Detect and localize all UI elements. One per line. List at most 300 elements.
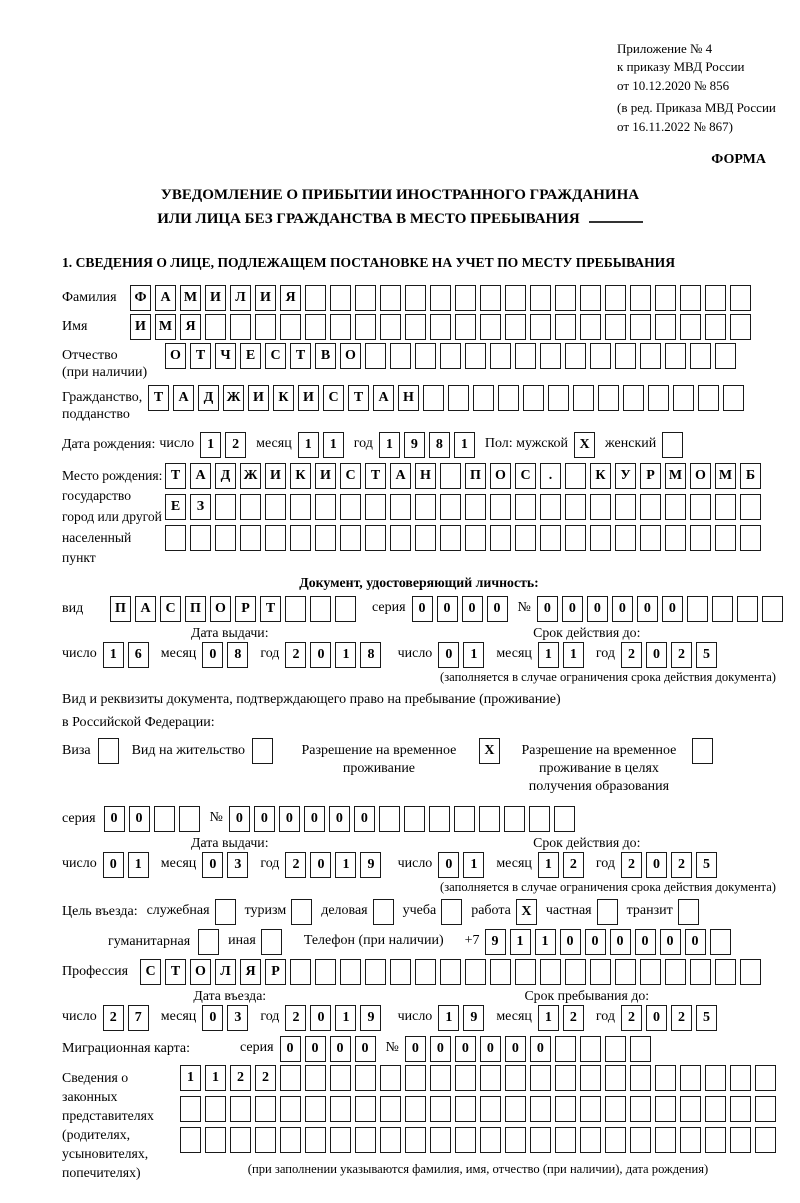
migration-series-cell[interactable]: 0 bbox=[355, 1036, 376, 1062]
birth-year-cell[interactable]: 9 bbox=[404, 432, 425, 458]
profession-cell[interactable] bbox=[365, 959, 386, 985]
citizenship-cell[interactable] bbox=[723, 385, 744, 411]
citizenship-cell[interactable] bbox=[473, 385, 494, 411]
firstname-cell[interactable] bbox=[505, 314, 526, 340]
residence-issue-month-cell[interactable]: 3 bbox=[227, 852, 248, 878]
birthplace-cell[interactable]: К bbox=[290, 463, 311, 489]
residence-doc-series-cell[interactable]: 0 bbox=[104, 806, 125, 832]
patronymic-cell[interactable] bbox=[515, 343, 536, 369]
identity-doc-number-cell[interactable] bbox=[687, 596, 708, 622]
identity-doc-number-cell[interactable]: 0 bbox=[612, 596, 633, 622]
firstname-cell[interactable] bbox=[730, 314, 751, 340]
birthplace-cell[interactable]: К bbox=[590, 463, 611, 489]
representative-cell[interactable] bbox=[655, 1065, 676, 1091]
profession-cell[interactable] bbox=[465, 959, 486, 985]
surname-cell[interactable] bbox=[380, 285, 401, 311]
birthplace-cell[interactable] bbox=[615, 525, 636, 551]
citizenship-cell[interactable]: С bbox=[323, 385, 344, 411]
identity-valid-month-cell[interactable]: 1 bbox=[538, 642, 559, 668]
residence-valid-day-cell[interactable]: 1 bbox=[463, 852, 484, 878]
birthplace-cell[interactable] bbox=[340, 525, 361, 551]
representative-cell[interactable] bbox=[705, 1096, 726, 1122]
representative-cell[interactable] bbox=[505, 1065, 526, 1091]
birthplace-cell[interactable] bbox=[365, 494, 386, 520]
stay-year-cell[interactable]: 0 bbox=[646, 1005, 667, 1031]
birthplace-cell[interactable] bbox=[240, 525, 261, 551]
identity-valid-year-cell[interactable]: 0 bbox=[646, 642, 667, 668]
patronymic-cell[interactable] bbox=[690, 343, 711, 369]
firstname-cell[interactable] bbox=[480, 314, 501, 340]
firstname-cell[interactable] bbox=[205, 314, 226, 340]
profession-cell[interactable] bbox=[415, 959, 436, 985]
citizenship-cell[interactable]: Д bbox=[198, 385, 219, 411]
birthplace-cell[interactable]: С bbox=[515, 463, 536, 489]
identity-issue-year-cell[interactable]: 0 bbox=[310, 642, 331, 668]
identity-doc-series-cell[interactable]: 0 bbox=[487, 596, 508, 622]
birthplace-cell[interactable] bbox=[615, 494, 636, 520]
residence-issue-year-cell[interactable]: 0 bbox=[310, 852, 331, 878]
birthplace-cell[interactable] bbox=[490, 494, 511, 520]
representative-cell[interactable] bbox=[180, 1096, 201, 1122]
identity-doc-type-cell[interactable]: С bbox=[160, 596, 181, 622]
representative-cell[interactable] bbox=[655, 1127, 676, 1153]
residence-doc-number-cell[interactable]: 0 bbox=[229, 806, 250, 832]
surname-cell[interactable] bbox=[580, 285, 601, 311]
birthplace-cell[interactable] bbox=[590, 525, 611, 551]
birthplace-cell[interactable] bbox=[390, 525, 411, 551]
phone-cell[interactable] bbox=[710, 929, 731, 955]
birthplace-cell[interactable] bbox=[490, 525, 511, 551]
stay-month-cell[interactable]: 1 bbox=[538, 1005, 559, 1031]
citizenship-cell[interactable]: А bbox=[373, 385, 394, 411]
birthplace-cell[interactable]: Ж bbox=[240, 463, 261, 489]
residence-doc-series-cell[interactable] bbox=[154, 806, 175, 832]
surname-cell[interactable] bbox=[305, 285, 326, 311]
residence-doc-number-cell[interactable] bbox=[529, 806, 550, 832]
birthplace-cell[interactable]: П bbox=[465, 463, 486, 489]
residence-issue-month-cell[interactable]: 0 bbox=[202, 852, 223, 878]
surname-cell[interactable]: И bbox=[255, 285, 276, 311]
birth-day-cell[interactable]: 2 bbox=[225, 432, 246, 458]
citizenship-cell[interactable]: К bbox=[273, 385, 294, 411]
firstname-cell[interactable]: М bbox=[155, 314, 176, 340]
birthplace-cell[interactable] bbox=[315, 494, 336, 520]
migration-number-cell[interactable]: 0 bbox=[430, 1036, 451, 1062]
citizenship-cell[interactable] bbox=[573, 385, 594, 411]
identity-valid-day-cell[interactable]: 1 bbox=[463, 642, 484, 668]
representative-cell[interactable] bbox=[755, 1096, 776, 1122]
migration-number-cell[interactable] bbox=[555, 1036, 576, 1062]
representative-cell[interactable]: 2 bbox=[255, 1065, 276, 1091]
profession-cell[interactable] bbox=[315, 959, 336, 985]
representative-cell[interactable] bbox=[305, 1096, 326, 1122]
residence-doc-number-cell[interactable]: 0 bbox=[279, 806, 300, 832]
surname-cell[interactable] bbox=[405, 285, 426, 311]
entry-day-cell[interactable]: 7 bbox=[128, 1005, 149, 1031]
identity-valid-year-cell[interactable]: 2 bbox=[671, 642, 692, 668]
surname-cell[interactable]: Я bbox=[280, 285, 301, 311]
firstname-cell[interactable] bbox=[280, 314, 301, 340]
firstname-cell[interactable] bbox=[555, 314, 576, 340]
firstname-cell[interactable] bbox=[405, 314, 426, 340]
migration-number-cell[interactable]: 0 bbox=[405, 1036, 426, 1062]
residence-doc-number-cell[interactable]: 0 bbox=[329, 806, 350, 832]
citizenship-cell[interactable] bbox=[598, 385, 619, 411]
representative-cell[interactable] bbox=[405, 1127, 426, 1153]
patronymic-cell[interactable] bbox=[565, 343, 586, 369]
birthplace-cell[interactable] bbox=[565, 494, 586, 520]
residence-issue-day-cell[interactable]: 1 bbox=[128, 852, 149, 878]
representative-cell[interactable] bbox=[530, 1065, 551, 1091]
representative-cell[interactable] bbox=[280, 1065, 301, 1091]
surname-cell[interactable] bbox=[430, 285, 451, 311]
residence-doc-number-cell[interactable] bbox=[379, 806, 400, 832]
profession-cell[interactable]: Л bbox=[215, 959, 236, 985]
firstname-cell[interactable] bbox=[680, 314, 701, 340]
identity-doc-type-cell[interactable] bbox=[285, 596, 306, 622]
birthplace-cell[interactable] bbox=[165, 525, 186, 551]
profession-cell[interactable] bbox=[740, 959, 761, 985]
firstname-cell[interactable] bbox=[605, 314, 626, 340]
representative-cell[interactable] bbox=[305, 1127, 326, 1153]
identity-doc-number-cell[interactable]: 0 bbox=[537, 596, 558, 622]
representative-cell[interactable] bbox=[430, 1065, 451, 1091]
representative-cell[interactable] bbox=[380, 1096, 401, 1122]
surname-cell[interactable]: М bbox=[180, 285, 201, 311]
representative-cell[interactable] bbox=[455, 1096, 476, 1122]
surname-cell[interactable]: Ф bbox=[130, 285, 151, 311]
profession-cell[interactable] bbox=[540, 959, 561, 985]
identity-doc-type-cell[interactable]: Т bbox=[260, 596, 281, 622]
entry-day-cell[interactable]: 2 bbox=[103, 1005, 124, 1031]
identity-issue-year-cell[interactable]: 8 bbox=[360, 642, 381, 668]
patronymic-cell[interactable]: О bbox=[165, 343, 186, 369]
representative-cell[interactable] bbox=[355, 1127, 376, 1153]
residence-doc-series-cell[interactable]: 0 bbox=[129, 806, 150, 832]
representative-cell[interactable] bbox=[480, 1065, 501, 1091]
identity-doc-number-cell[interactable]: 0 bbox=[637, 596, 658, 622]
profession-cell[interactable] bbox=[290, 959, 311, 985]
birthplace-cell[interactable] bbox=[690, 525, 711, 551]
phone-cell[interactable]: 9 bbox=[485, 929, 506, 955]
representative-cell[interactable] bbox=[755, 1127, 776, 1153]
birthplace-cell[interactable] bbox=[740, 525, 761, 551]
birthplace-cell[interactable] bbox=[515, 525, 536, 551]
patronymic-cell[interactable] bbox=[540, 343, 561, 369]
birthplace-cell[interactable]: И bbox=[315, 463, 336, 489]
representative-cell[interactable] bbox=[605, 1096, 626, 1122]
representative-cell[interactable] bbox=[280, 1127, 301, 1153]
representative-cell[interactable] bbox=[655, 1096, 676, 1122]
entry-month-cell[interactable]: 0 bbox=[202, 1005, 223, 1031]
checkbox-residence-permit[interactable] bbox=[252, 738, 273, 764]
birthplace-cell[interactable] bbox=[590, 494, 611, 520]
profession-cell[interactable]: Р bbox=[265, 959, 286, 985]
birthplace-cell[interactable] bbox=[315, 525, 336, 551]
profession-cell[interactable] bbox=[590, 959, 611, 985]
residence-doc-number-cell[interactable]: 0 bbox=[254, 806, 275, 832]
firstname-cell[interactable] bbox=[355, 314, 376, 340]
representative-cell[interactable] bbox=[705, 1127, 726, 1153]
migration-series-cell[interactable]: 0 bbox=[305, 1036, 326, 1062]
patronymic-cell[interactable] bbox=[715, 343, 736, 369]
birthplace-cell[interactable] bbox=[340, 494, 361, 520]
birthplace-cell[interactable] bbox=[290, 525, 311, 551]
phone-cell[interactable]: 0 bbox=[685, 929, 706, 955]
identity-doc-series-cell[interactable]: 0 bbox=[462, 596, 483, 622]
profession-cell[interactable] bbox=[640, 959, 661, 985]
stay-year-cell[interactable]: 2 bbox=[621, 1005, 642, 1031]
representative-cell[interactable] bbox=[430, 1127, 451, 1153]
patronymic-cell[interactable]: Е bbox=[240, 343, 261, 369]
birthplace-cell[interactable]: М bbox=[665, 463, 686, 489]
representative-cell[interactable] bbox=[255, 1127, 276, 1153]
firstname-cell[interactable] bbox=[255, 314, 276, 340]
surname-cell[interactable] bbox=[705, 285, 726, 311]
firstname-cell[interactable] bbox=[455, 314, 476, 340]
identity-doc-number-cell[interactable] bbox=[737, 596, 758, 622]
birthplace-cell[interactable]: Н bbox=[415, 463, 436, 489]
patronymic-cell[interactable] bbox=[615, 343, 636, 369]
citizenship-cell[interactable]: Т bbox=[148, 385, 169, 411]
patronymic-cell[interactable] bbox=[590, 343, 611, 369]
representative-cell[interactable] bbox=[705, 1065, 726, 1091]
representative-cell[interactable] bbox=[355, 1096, 376, 1122]
representative-cell[interactable] bbox=[605, 1065, 626, 1091]
surname-cell[interactable]: Л bbox=[230, 285, 251, 311]
birthplace-cell[interactable] bbox=[440, 494, 461, 520]
representative-cell[interactable] bbox=[180, 1127, 201, 1153]
citizenship-cell[interactable]: Н bbox=[398, 385, 419, 411]
firstname-cell[interactable] bbox=[230, 314, 251, 340]
profession-cell[interactable] bbox=[665, 959, 686, 985]
representative-cell[interactable] bbox=[455, 1065, 476, 1091]
firstname-cell[interactable] bbox=[705, 314, 726, 340]
representative-cell[interactable] bbox=[730, 1096, 751, 1122]
identity-issue-day-cell[interactable]: 1 bbox=[103, 642, 124, 668]
patronymic-cell[interactable]: О bbox=[340, 343, 361, 369]
patronymic-cell[interactable]: Т bbox=[190, 343, 211, 369]
birthplace-cell[interactable] bbox=[640, 525, 661, 551]
residence-doc-number-cell[interactable] bbox=[554, 806, 575, 832]
birthplace-cell[interactable] bbox=[265, 494, 286, 520]
firstname-cell[interactable] bbox=[380, 314, 401, 340]
birthplace-cell[interactable] bbox=[440, 525, 461, 551]
stay-year-cell[interactable]: 5 bbox=[696, 1005, 717, 1031]
stay-day-cell[interactable]: 1 bbox=[438, 1005, 459, 1031]
residence-doc-number-cell[interactable]: 0 bbox=[354, 806, 375, 832]
patronymic-cell[interactable]: Ч bbox=[215, 343, 236, 369]
identity-doc-type-cell[interactable]: П bbox=[185, 596, 206, 622]
representative-cell[interactable] bbox=[630, 1065, 651, 1091]
representative-cell[interactable] bbox=[680, 1065, 701, 1091]
residence-valid-day-cell[interactable]: 0 bbox=[438, 852, 459, 878]
representative-cell[interactable] bbox=[405, 1065, 426, 1091]
representative-cell[interactable] bbox=[455, 1127, 476, 1153]
representative-cell[interactable] bbox=[330, 1127, 351, 1153]
identity-doc-number-cell[interactable]: 0 bbox=[662, 596, 683, 622]
entry-year-cell[interactable]: 0 bbox=[310, 1005, 331, 1031]
migration-number-cell[interactable]: 0 bbox=[505, 1036, 526, 1062]
firstname-cell[interactable]: Я bbox=[180, 314, 201, 340]
citizenship-cell[interactable]: Т bbox=[348, 385, 369, 411]
entry-year-cell[interactable]: 2 bbox=[285, 1005, 306, 1031]
citizenship-cell[interactable] bbox=[648, 385, 669, 411]
identity-issue-month-cell[interactable]: 0 bbox=[202, 642, 223, 668]
representative-cell[interactable] bbox=[680, 1096, 701, 1122]
residence-issue-year-cell[interactable]: 2 bbox=[285, 852, 306, 878]
representative-cell[interactable] bbox=[330, 1096, 351, 1122]
birthplace-cell[interactable]: А bbox=[390, 463, 411, 489]
patronymic-cell[interactable]: В bbox=[315, 343, 336, 369]
residence-issue-year-cell[interactable]: 1 bbox=[335, 852, 356, 878]
sheet-number-blank[interactable] bbox=[589, 210, 643, 223]
birthplace-cell[interactable]: Т bbox=[165, 463, 186, 489]
citizenship-cell[interactable] bbox=[673, 385, 694, 411]
birthplace-cell[interactable]: . bbox=[540, 463, 561, 489]
citizenship-cell[interactable] bbox=[448, 385, 469, 411]
residence-doc-number-cell[interactable]: 0 bbox=[304, 806, 325, 832]
birthplace-cell[interactable] bbox=[690, 494, 711, 520]
identity-doc-number-cell[interactable]: 0 bbox=[587, 596, 608, 622]
representative-cell[interactable] bbox=[405, 1096, 426, 1122]
phone-cell[interactable]: 0 bbox=[560, 929, 581, 955]
representative-cell[interactable] bbox=[730, 1065, 751, 1091]
birthplace-cell[interactable] bbox=[415, 494, 436, 520]
checkbox-purpose-private[interactable] bbox=[597, 899, 618, 925]
representative-cell[interactable] bbox=[430, 1096, 451, 1122]
surname-cell[interactable] bbox=[630, 285, 651, 311]
identity-doc-type-cell[interactable]: А bbox=[135, 596, 156, 622]
identity-issue-day-cell[interactable]: 6 bbox=[128, 642, 149, 668]
representative-cell[interactable] bbox=[730, 1127, 751, 1153]
patronymic-cell[interactable] bbox=[465, 343, 486, 369]
representative-cell[interactable] bbox=[755, 1065, 776, 1091]
migration-number-cell[interactable]: 0 bbox=[480, 1036, 501, 1062]
birthplace-cell[interactable] bbox=[240, 494, 261, 520]
identity-doc-series-cell[interactable]: 0 bbox=[437, 596, 458, 622]
birth-year-cell[interactable]: 8 bbox=[429, 432, 450, 458]
checkbox-purpose-tourism[interactable] bbox=[291, 899, 312, 925]
representative-cell[interactable] bbox=[530, 1127, 551, 1153]
checkbox-purpose-humanitarian[interactable] bbox=[198, 929, 219, 955]
patronymic-cell[interactable] bbox=[440, 343, 461, 369]
surname-cell[interactable] bbox=[530, 285, 551, 311]
firstname-cell[interactable] bbox=[655, 314, 676, 340]
patronymic-cell[interactable]: С bbox=[265, 343, 286, 369]
representative-cell[interactable] bbox=[530, 1096, 551, 1122]
firstname-cell[interactable] bbox=[430, 314, 451, 340]
profession-cell[interactable] bbox=[565, 959, 586, 985]
birthplace-cell[interactable] bbox=[415, 525, 436, 551]
representative-cell[interactable] bbox=[580, 1065, 601, 1091]
surname-cell[interactable] bbox=[330, 285, 351, 311]
representative-cell[interactable] bbox=[630, 1127, 651, 1153]
birth-day-cell[interactable]: 1 bbox=[200, 432, 221, 458]
residence-doc-series-cell[interactable] bbox=[179, 806, 200, 832]
representative-cell[interactable] bbox=[205, 1127, 226, 1153]
residence-valid-year-cell[interactable]: 0 bbox=[646, 852, 667, 878]
patronymic-cell[interactable] bbox=[415, 343, 436, 369]
migration-series-cell[interactable]: 0 bbox=[330, 1036, 351, 1062]
phone-cell[interactable]: 0 bbox=[660, 929, 681, 955]
citizenship-cell[interactable] bbox=[623, 385, 644, 411]
profession-cell[interactable] bbox=[715, 959, 736, 985]
migration-number-cell[interactable] bbox=[580, 1036, 601, 1062]
surname-cell[interactable] bbox=[655, 285, 676, 311]
citizenship-cell[interactable]: И bbox=[298, 385, 319, 411]
identity-valid-month-cell[interactable]: 1 bbox=[563, 642, 584, 668]
firstname-cell[interactable] bbox=[330, 314, 351, 340]
profession-cell[interactable]: О bbox=[190, 959, 211, 985]
checkbox-purpose-study[interactable] bbox=[441, 899, 462, 925]
checkbox-purpose-other[interactable] bbox=[261, 929, 282, 955]
representative-cell[interactable] bbox=[555, 1065, 576, 1091]
residence-doc-number-cell[interactable] bbox=[454, 806, 475, 832]
citizenship-cell[interactable]: Ж bbox=[223, 385, 244, 411]
residence-issue-year-cell[interactable]: 9 bbox=[360, 852, 381, 878]
surname-cell[interactable] bbox=[480, 285, 501, 311]
identity-issue-year-cell[interactable]: 1 bbox=[335, 642, 356, 668]
identity-doc-type-cell[interactable]: П bbox=[110, 596, 131, 622]
surname-cell[interactable]: И bbox=[205, 285, 226, 311]
birthplace-cell[interactable] bbox=[390, 494, 411, 520]
representative-cell[interactable] bbox=[480, 1127, 501, 1153]
birthplace-cell[interactable] bbox=[440, 463, 461, 489]
checkbox-purpose-business[interactable] bbox=[373, 899, 394, 925]
birthplace-cell[interactable]: О bbox=[490, 463, 511, 489]
birthplace-cell[interactable] bbox=[215, 525, 236, 551]
migration-number-cell[interactable] bbox=[605, 1036, 626, 1062]
patronymic-cell[interactable]: Т bbox=[290, 343, 311, 369]
birthplace-cell[interactable] bbox=[740, 494, 761, 520]
representative-cell[interactable] bbox=[605, 1127, 626, 1153]
birthplace-cell[interactable]: Р bbox=[640, 463, 661, 489]
residence-valid-year-cell[interactable]: 2 bbox=[621, 852, 642, 878]
representative-cell[interactable] bbox=[555, 1096, 576, 1122]
birthplace-cell[interactable] bbox=[515, 494, 536, 520]
patronymic-cell[interactable] bbox=[390, 343, 411, 369]
profession-cell[interactable] bbox=[390, 959, 411, 985]
birthplace-cell[interactable]: О bbox=[690, 463, 711, 489]
representative-cell[interactable] bbox=[505, 1127, 526, 1153]
representative-cell[interactable] bbox=[255, 1096, 276, 1122]
surname-cell[interactable]: А bbox=[155, 285, 176, 311]
birth-year-cell[interactable]: 1 bbox=[379, 432, 400, 458]
surname-cell[interactable] bbox=[730, 285, 751, 311]
identity-valid-year-cell[interactable]: 5 bbox=[696, 642, 717, 668]
representative-cell[interactable] bbox=[230, 1096, 251, 1122]
entry-month-cell[interactable]: 3 bbox=[227, 1005, 248, 1031]
birthplace-cell[interactable] bbox=[290, 494, 311, 520]
birthplace-cell[interactable] bbox=[565, 525, 586, 551]
phone-cell[interactable]: 0 bbox=[585, 929, 606, 955]
stay-month-cell[interactable]: 2 bbox=[563, 1005, 584, 1031]
birthplace-cell[interactable] bbox=[265, 525, 286, 551]
residence-doc-number-cell[interactable] bbox=[504, 806, 525, 832]
birthplace-cell[interactable]: Б bbox=[740, 463, 761, 489]
surname-cell[interactable] bbox=[605, 285, 626, 311]
birth-month-cell[interactable]: 1 bbox=[298, 432, 319, 458]
profession-cell[interactable] bbox=[490, 959, 511, 985]
birthplace-cell[interactable] bbox=[665, 494, 686, 520]
citizenship-cell[interactable] bbox=[423, 385, 444, 411]
birthplace-cell[interactable] bbox=[465, 494, 486, 520]
migration-number-cell[interactable] bbox=[630, 1036, 651, 1062]
representative-cell[interactable] bbox=[305, 1065, 326, 1091]
representative-cell[interactable] bbox=[380, 1065, 401, 1091]
identity-valid-year-cell[interactable]: 2 bbox=[621, 642, 642, 668]
